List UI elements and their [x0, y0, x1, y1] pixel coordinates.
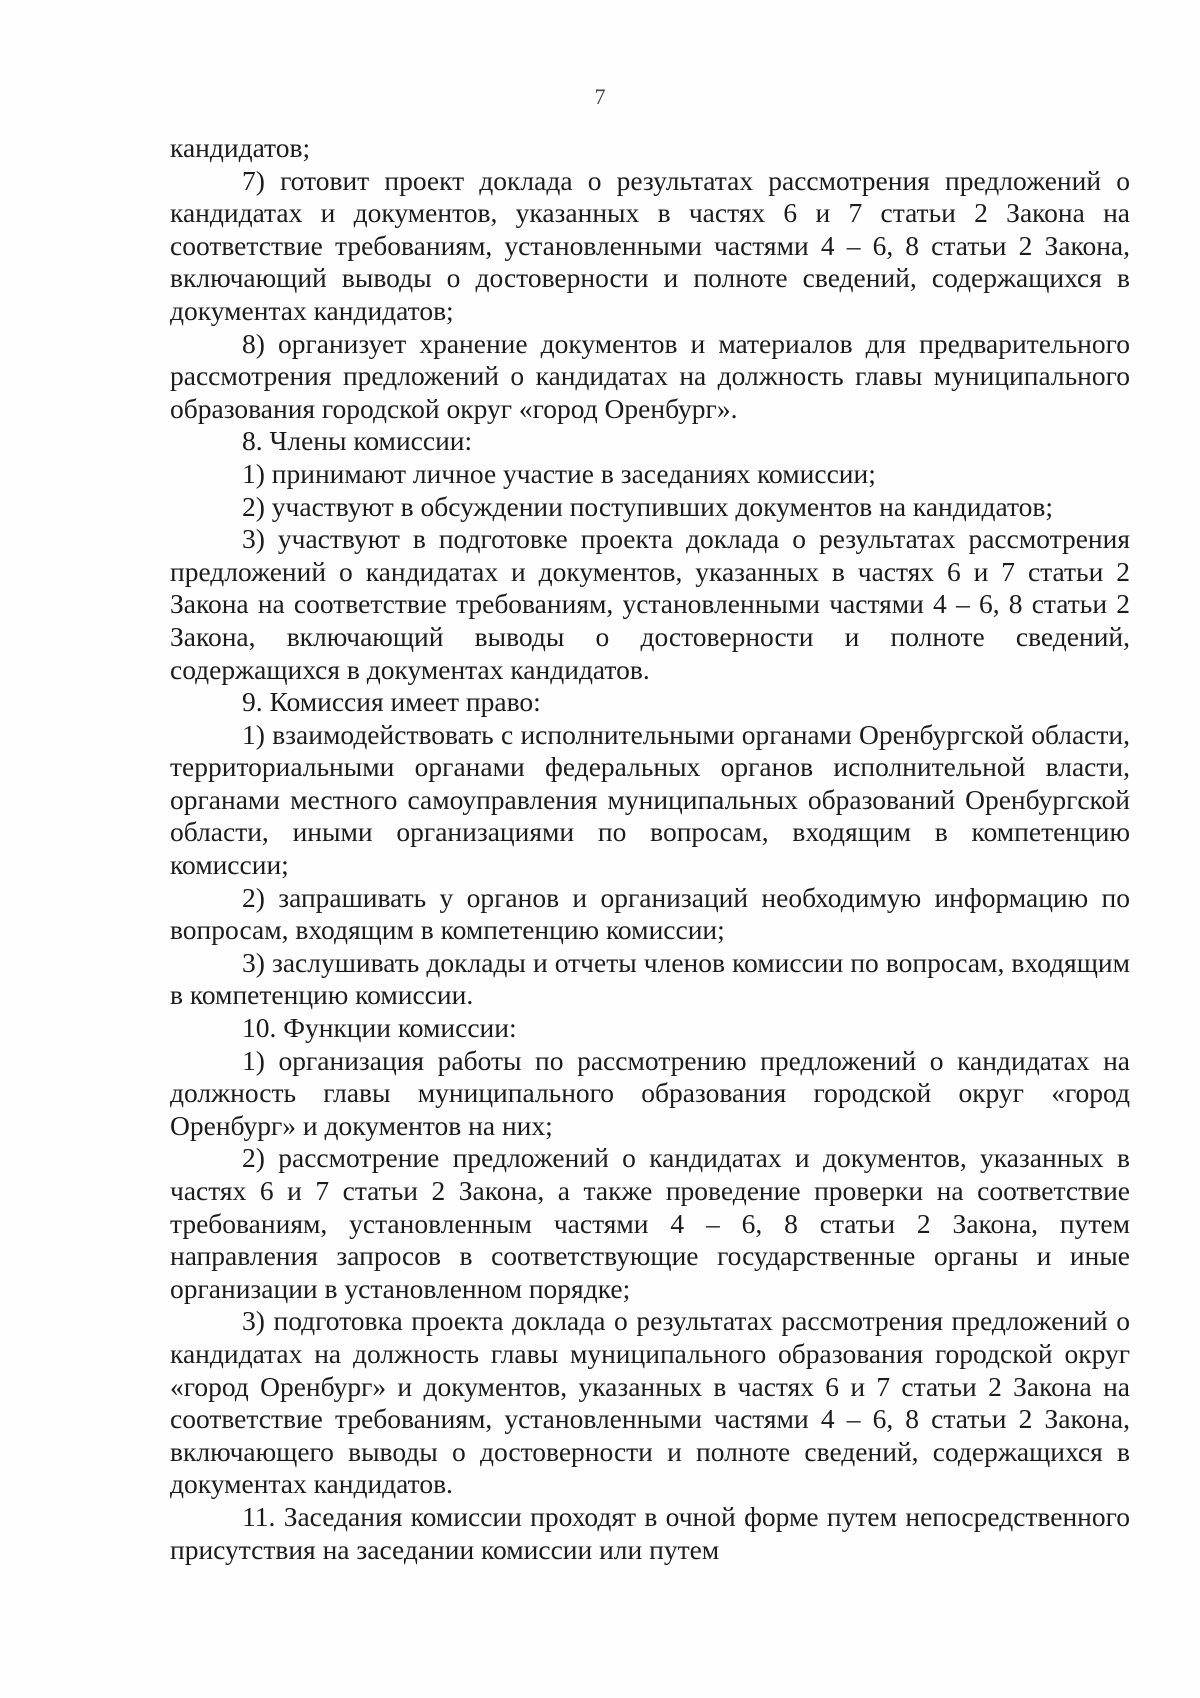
paragraph-item-8-storage: 8) организует хранение документов и материалов для предварительного рассмотрения предложений о кандидатах на должность главы муниципального образования городской округ «город Оренбург». — [170, 327, 1130, 424]
paragraph-members-item-1: 1) принимают личное участие в заседаниях комиссии; — [242, 457, 876, 489]
document-body — [170, 132, 1130, 1566]
section-8-heading: 8. Члены комиссии: — [242, 425, 473, 457]
paragraph-functions-item-1: 1) организация работы по рассмотрению предложений о кандидатах на должность главы муниципального образования городской округ «город Оренбург» и документов на них; — [170, 1044, 1130, 1141]
section-9-heading: 9. Комиссия имеет право: — [242, 686, 541, 718]
paragraph-rights-item-3: 3) заслушивать доклады и отчеты членов комиссии по вопросам, входящим в компетенцию комиссии. — [170, 946, 1130, 1011]
paragraph-rights-item-1: 1) взаимодействовать с исполнительными органами Оренбургской области, территориальными органами федеральных органов исполнительной власти, органами местного самоуправления муниципальных образований Оренбургской области, иными организациями по вопросам, входящим в компетенцию комиссии; — [170, 718, 1130, 881]
paragraph-functions-item-2: 2) рассмотрение предложений о кандидатах и документов, указанных в частях 6 и 7 статьи 2 Закона, а также проведение проверки на соответствие требованиям, установленным частями 4 – 6, 8 статьи 2 Закона, путем направления запросов в соответствующие государственные органы и иные организации в установленном порядке; — [170, 1142, 1130, 1304]
paragraph-item-7-prepare-report: 7) готовит проект доклада о результатах рассмотрения предложений о кандидатах и документов, указанных в частях 6 и 7 статьи 2 Закона на соответствие требованиям, установленными частями 4 – 6, 8 статьи 2 Закона, включающий выводы о достоверности и полноте сведений, содержащихся в документах кандидатов; — [170, 164, 1130, 326]
page-number: 7 — [594, 84, 606, 109]
section-10-heading: 10. Функции комиссии: — [242, 1012, 517, 1044]
paragraph-rights-item-2: 2) запрашивать у органов и организаций необходимую информацию по вопросам, входящим в компетенцию комиссии; — [170, 881, 1130, 946]
paragraph-members-item-2: 2) участвуют в обсуждении поступивших документов на кандидатов; — [242, 490, 1053, 522]
paragraph-members-item-3: 3) участвуют в подготовке проекта доклада о результатах рассмотрения предложений о кандидатах и документов, указанных в частях 6 и 7 статьи 2 Закона на соответствие требованиям, установленными частями 4 – 6, 8 статьи 2 Закона, включающий выводы о достоверности и полноте сведений, содержащихся в документах кандидатов. — [170, 523, 1130, 685]
paragraph-continuation: кандидатов; — [170, 132, 311, 163]
section-11-paragraph: 11. Заседания комиссии проходят в очной форме путем непосредственного присутствия на заседании комиссии или путем — [170, 1500, 1130, 1565]
paragraph-functions-item-3: 3) подготовка проекта доклада о результатах рассмотрения предложений о кандидатах на должность главы муниципального образования городской округ «город Оренбург» и документов, указанных в частях 6 и 7 статьи 2 Закона на соответствие требованиям, установленными частями 4 – 6, 8 статьи 2 Закона, включающего выводы о достоверности и полноте сведений, содержащихся в документах кандидатов. — [170, 1305, 1130, 1500]
